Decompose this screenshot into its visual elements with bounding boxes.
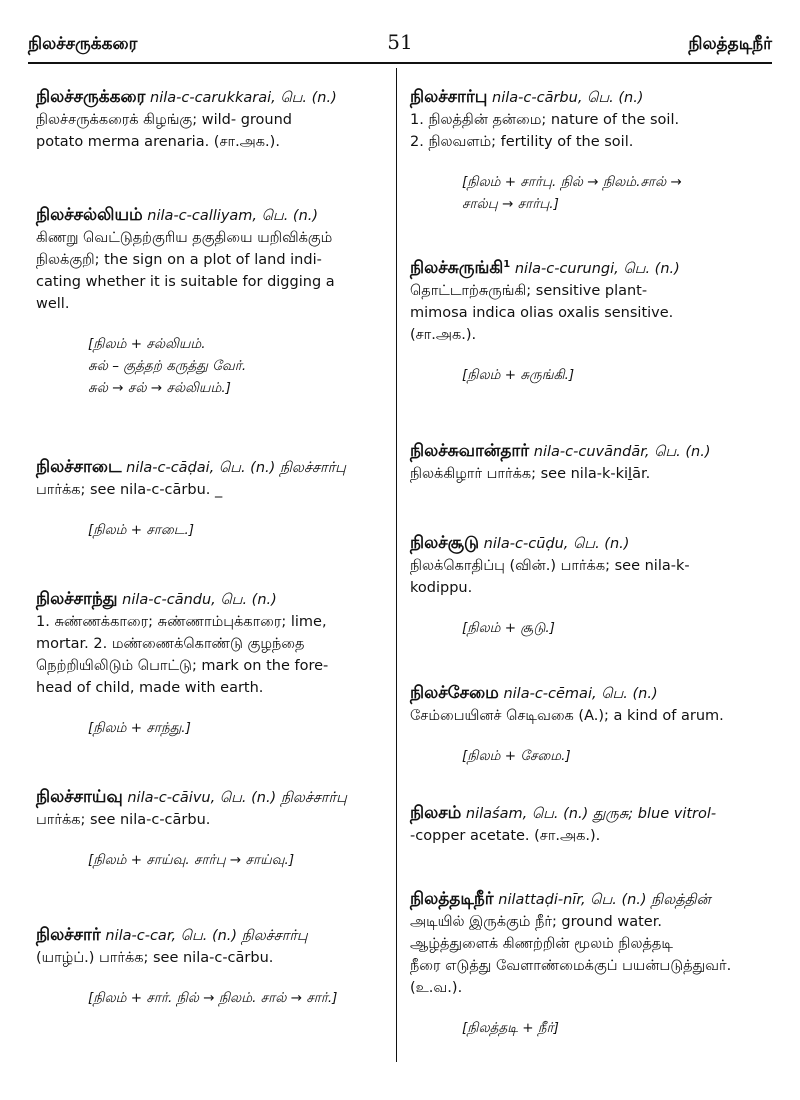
transliteration-and-pos: nila-c-cāivu, பெ. (n.) நிலச்சார்பு bbox=[122, 790, 347, 806]
headword: நிலச்சுருங்கி bbox=[410, 257, 504, 278]
dictionary-entry bbox=[36, 456, 382, 541]
entry-line: (சா.அக.). bbox=[410, 326, 477, 343]
entry-line: நீரை எடுத்து வேளாண்மைக்குப் பயன்படுத்துவர். bbox=[410, 958, 732, 974]
entry-line: 1. சுண்ணக்காரை; சுண்ணாம்புக்காரை; lime, bbox=[36, 614, 327, 630]
dictionary-entry bbox=[36, 924, 382, 1009]
dictionary-entry bbox=[36, 786, 382, 871]
transliteration-and-pos: nila-c-calliyam, பெ. (n.) bbox=[142, 208, 319, 224]
etymology-note bbox=[410, 364, 742, 386]
etymology-note bbox=[410, 745, 742, 767]
headword: நிலசம் bbox=[410, 803, 462, 823]
etymology-note bbox=[410, 171, 742, 215]
dictionary-entry bbox=[36, 86, 382, 153]
entry-line bbox=[410, 86, 742, 109]
headword: நிலச்சல்லியம் bbox=[36, 205, 143, 225]
entry-line bbox=[410, 532, 742, 555]
etymology-line: [நிலம் + சார். நில் → நிலம். சால் → சார்.] bbox=[88, 990, 338, 1006]
etymology-line: [நிலம் + சூடு.] bbox=[462, 620, 555, 636]
page-number: 51 bbox=[387, 30, 413, 54]
entry-line bbox=[36, 588, 382, 611]
header-right-guide-word: நிலத்தடிநீர் bbox=[688, 34, 772, 54]
etymology-line: சுல் – குத்தற் கருத்து வேர். bbox=[88, 358, 247, 374]
entry-line: நிலக்கிழார் பார்க்க; see nila-k-kiḻār. bbox=[410, 466, 651, 482]
dictionary-entry bbox=[36, 588, 382, 739]
entry-line bbox=[410, 682, 742, 705]
transliteration-and-pos: nila-c-cāndu, பெ. (n.) bbox=[117, 592, 277, 608]
entry-line: (யாழ்ப்.) பார்க்க; see nila-c-cārbu. bbox=[36, 950, 274, 966]
etymology-line: [நிலம் + சல்லியம். bbox=[88, 336, 206, 352]
entry-line: நிலக்கொதிப்பு (வின்.) பார்க்க; see nila-k- bbox=[410, 558, 690, 574]
etymology-note bbox=[36, 333, 382, 399]
etymology-line: [நிலத்தடி + நீர்] bbox=[462, 1020, 559, 1036]
entry-line: சேம்பையினச் செடிவகை (A.); a kind of arum. bbox=[410, 708, 724, 724]
entry-line: 2. நிலவளம்; fertility of the soil. bbox=[410, 134, 634, 150]
entry-line bbox=[36, 456, 382, 479]
headword: நிலச்சார்பு bbox=[410, 87, 488, 107]
entry-line: potato merma arenaria. (சா.அக.). bbox=[36, 134, 280, 150]
entry-line bbox=[410, 802, 742, 825]
entry-line: 1. நிலத்தின் தன்மை; nature of the soil. bbox=[410, 112, 680, 128]
entry-line bbox=[36, 924, 382, 947]
page-header bbox=[28, 30, 772, 60]
entry-line: (உ.வ.). bbox=[410, 980, 463, 996]
headword-superscript: 1 bbox=[503, 259, 511, 270]
entry-line: கிணறு வெட்டுதற்குரிய தகுதியை யறிவிக்கும் bbox=[36, 230, 333, 246]
entry-line: well. bbox=[36, 296, 70, 312]
transliteration-and-pos: nila-c-carukkarai, பெ. (n.) bbox=[145, 90, 337, 106]
headword: நிலச்சாடை bbox=[36, 457, 122, 477]
etymology-note bbox=[410, 1017, 742, 1039]
etymology-note bbox=[36, 717, 382, 739]
headword: நிலச்சுவான்தார் bbox=[410, 441, 530, 461]
transliteration-and-pos: nila-c-cēmai, பெ. (n.) bbox=[498, 686, 658, 702]
entry-line bbox=[36, 86, 382, 109]
dictionary-entry bbox=[410, 532, 742, 639]
dictionary-entry bbox=[410, 682, 742, 767]
entry-line: -copper acetate. (சா.அக.). bbox=[410, 828, 601, 844]
transliteration-and-pos: nilaśam, பெ. (n.) துருசு; blue vitrol- bbox=[461, 806, 717, 822]
transliteration-and-pos: nila-c-cūḍu, பெ. (n.) bbox=[479, 536, 630, 552]
entry-line: தொட்டாற்சுருங்கி; sensitive plant- bbox=[410, 282, 648, 299]
transliteration-and-pos: nila-c-car, பெ. (n.) நிலச்சார்பு bbox=[100, 928, 308, 944]
transliteration-and-pos: nila-c-curungi, பெ. (n.) bbox=[510, 260, 680, 277]
etymology-line: [நிலம் + சாந்து.] bbox=[88, 720, 191, 736]
headword: நிலச்சாந்து bbox=[36, 589, 118, 609]
dictionary-entry bbox=[410, 802, 742, 847]
dictionary-entry bbox=[410, 254, 742, 386]
transliteration-and-pos: nila-c-cārbu, பெ. (n.) bbox=[487, 90, 644, 106]
dictionary-entry bbox=[410, 86, 742, 215]
headword: நிலச்சேமை bbox=[410, 683, 499, 703]
etymology-note bbox=[36, 519, 382, 541]
transliteration-and-pos: nila-c-cāḍai, பெ. (n.) நிலச்சார்பு bbox=[121, 460, 346, 476]
entry-line bbox=[410, 888, 742, 911]
entry-line bbox=[36, 786, 382, 809]
headword: நிலச்சருக்கரை bbox=[36, 87, 146, 107]
entry-line: ஆழ்த்துளைக் கிணற்றின் மூலம் நிலத்தடி bbox=[410, 936, 673, 952]
etymology-note bbox=[36, 987, 382, 1009]
dictionary-entry bbox=[410, 888, 742, 1039]
headword: நிலச்சாய்வு bbox=[36, 787, 123, 807]
entry-line: நிலக்குறி; the sign on a plot of land indi- bbox=[36, 252, 322, 268]
column-divider bbox=[396, 68, 397, 1062]
etymology-note bbox=[36, 849, 382, 871]
entry-line: kodippu. bbox=[410, 580, 473, 596]
entry-line bbox=[410, 254, 742, 280]
entry-line: mortar. 2. மண்ணைக்கொண்டு குழந்தை bbox=[36, 636, 305, 652]
entry-line bbox=[410, 440, 742, 463]
header-left-guide-word: நிலச்சருக்கரை bbox=[28, 34, 138, 54]
entry-line: பார்க்க; see nila-c-cārbu. _ bbox=[36, 482, 223, 498]
entry-line: mimosa indica olias oxalis sensitive. bbox=[410, 304, 674, 321]
entry-line: பார்க்க; see nila-c-cārbu. bbox=[36, 812, 211, 828]
etymology-note bbox=[410, 617, 742, 639]
headword: நிலச்சார் bbox=[36, 925, 101, 945]
entry-line: cating whether it is suitable for digging a bbox=[36, 274, 335, 290]
transliteration-and-pos: nilattaḍi-nīr, பெ. (n.) நிலத்தின் bbox=[493, 892, 711, 908]
entry-line: head of child, made with earth. bbox=[36, 680, 264, 696]
dictionary-entry bbox=[410, 440, 742, 485]
etymology-line: [நிலம் + சாய்வு. சார்பு → சாய்வு.] bbox=[88, 852, 295, 868]
etymology-line: [நிலம் + சுருங்கி.] bbox=[462, 366, 575, 383]
dictionary-entry bbox=[36, 204, 382, 399]
entry-line: நெற்றியிலிடும் பொட்டு; mark on the fore- bbox=[36, 658, 329, 674]
etymology-line: சால்பு → சார்பு.] bbox=[462, 196, 559, 212]
etymology-line: [நிலம் + சார்பு. நில் → நிலம்.சால் → bbox=[462, 174, 682, 190]
headword: நிலச்சூடு bbox=[410, 533, 480, 553]
etymology-line: [நிலம் + சாடை.] bbox=[88, 522, 195, 538]
entry-line: நிலச்சருக்கரைக் கிழங்கு; wild- ground bbox=[36, 112, 292, 128]
headword: நிலத்தடிநீர் bbox=[410, 889, 494, 909]
etymology-line: [நிலம் + சேமை.] bbox=[462, 748, 571, 764]
transliteration-and-pos: nila-c-cuvāndār, பெ. (n.) bbox=[529, 444, 711, 460]
etymology-line: சுல் → சல் → சல்லியம்.] bbox=[88, 380, 231, 396]
entry-line bbox=[36, 204, 382, 227]
header-rule bbox=[28, 62, 772, 64]
entry-line: அடியில் இருக்கும் நீர்; ground water. bbox=[410, 914, 662, 930]
